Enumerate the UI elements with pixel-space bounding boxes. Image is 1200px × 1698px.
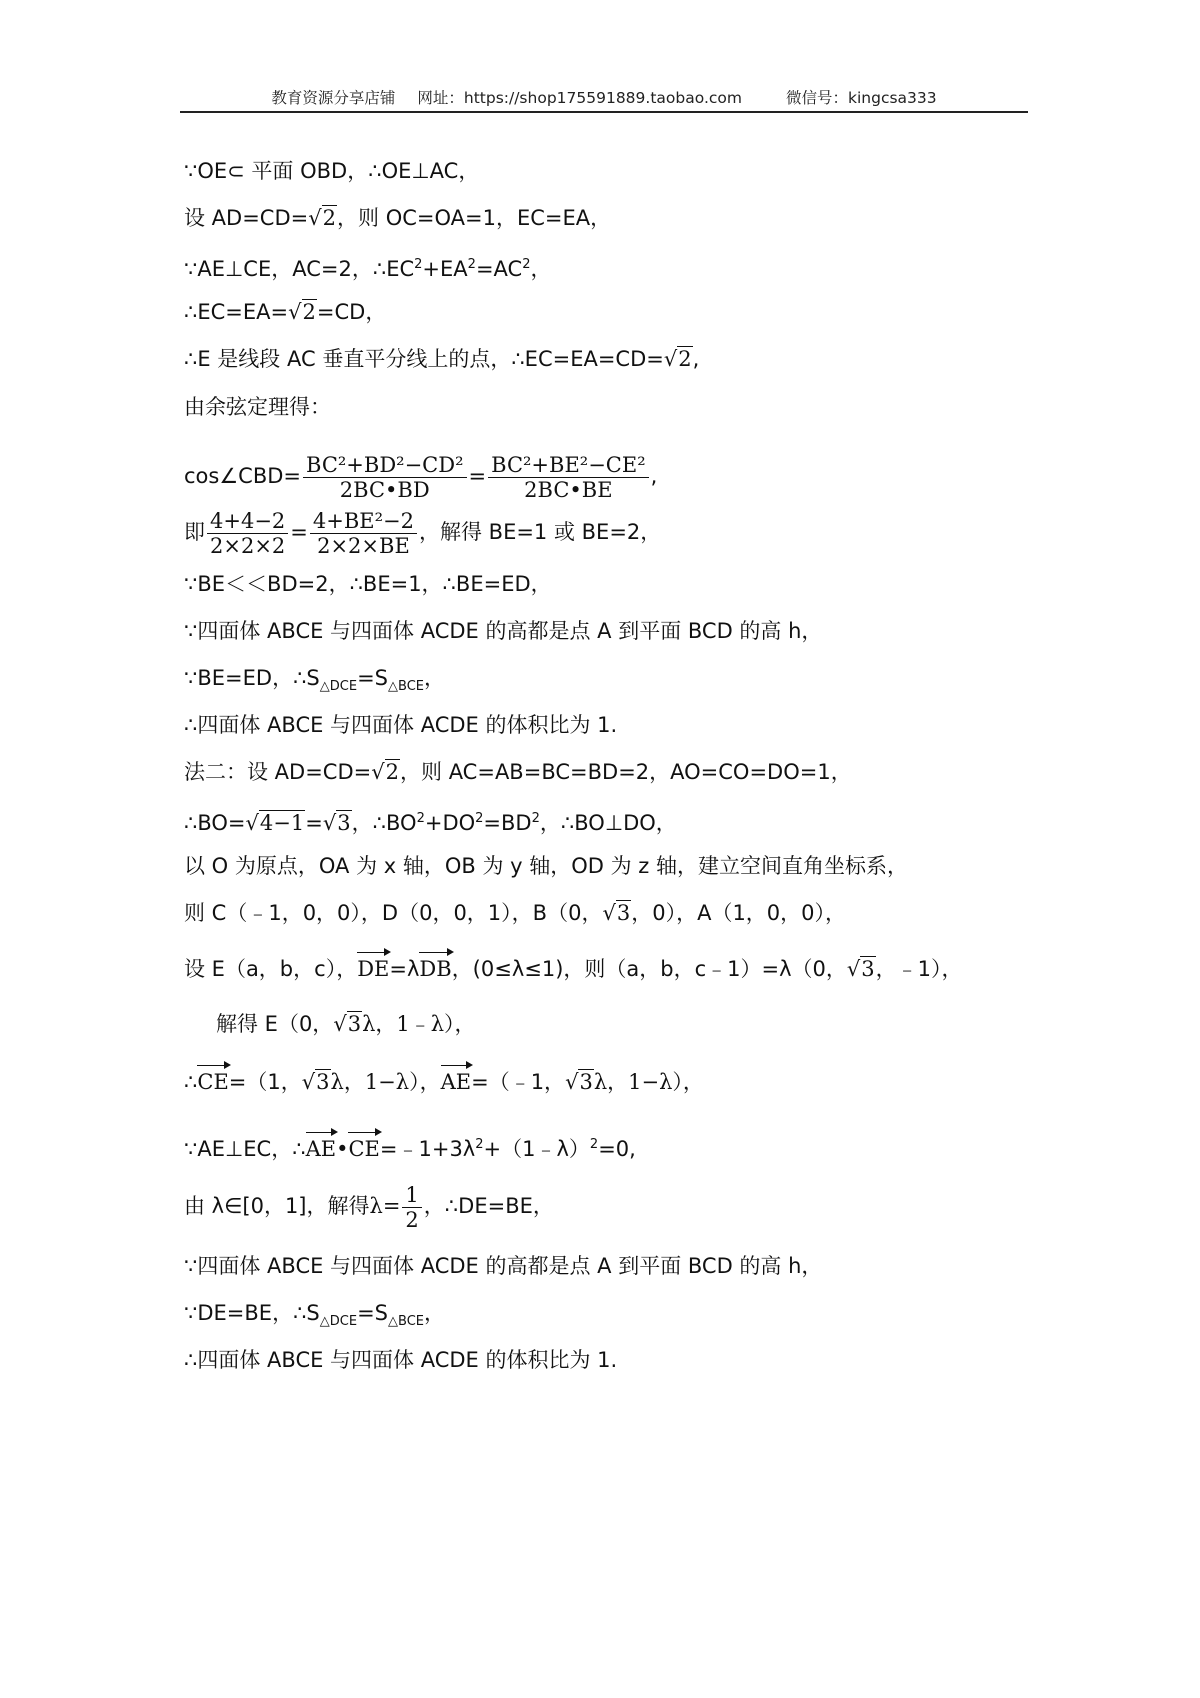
text: ∴ (184, 1070, 198, 1094)
fraction-one-half: $\frac{1}{2}$ (402, 1183, 421, 1232)
text: =S (357, 666, 389, 690)
text: = (305, 811, 323, 835)
line-15: 以 O 为原点，OA 为 x 轴，OB 为 y 轴，OD 为 z 轴，建立空间直角坐标系， (184, 854, 908, 878)
line-16 (184, 899, 846, 927)
text: ，﹣1）， (875, 957, 963, 981)
sqrt-3: √3 (602, 901, 631, 925)
text: 解得 E（0， (216, 1012, 334, 1036)
text: =﹣1+3λ (379, 1137, 476, 1161)
sqrt-3: √3 (301, 1070, 330, 1094)
subscript: △DCE (319, 679, 358, 694)
line-8 (184, 504, 661, 560)
vector-ae: AE (440, 1070, 472, 1094)
line-14 (184, 805, 677, 833)
line-10: ∵四面体 ABCE 与四面体 ACDE 的高都是点 A 到平面 BCD 的高 h， (184, 619, 823, 643)
exponent: 2 (531, 811, 540, 826)
line-21 (184, 1178, 554, 1234)
exponent: 2 (475, 1137, 484, 1152)
text: λ，1−λ）， (593, 1070, 704, 1094)
line-12: ∴四面体 ABCE 与四面体 ACDE 的体积比为 1. (184, 713, 618, 737)
line-19 (184, 1068, 704, 1096)
subscript: △DCE (319, 1314, 358, 1329)
text: ，∴BO (351, 811, 417, 835)
subscript: △BCE (388, 679, 424, 694)
text: 由 λ∈[0，1]，解得 (184, 1194, 370, 1218)
vector-ce: CE (348, 1137, 380, 1161)
subscript: △BCE (388, 1314, 424, 1329)
dot-operator: • (336, 1137, 349, 1161)
text: , (692, 347, 700, 371)
sqrt-3: √3 (322, 811, 351, 835)
text: +DO (424, 811, 476, 835)
text: ，则 OC=OA=1，EC=EA， (337, 206, 612, 230)
text: ， (424, 1301, 445, 1325)
exponent: 2 (589, 1137, 599, 1152)
text: λ，1−λ）， (330, 1070, 441, 1094)
sqrt-2: √2 (371, 760, 400, 784)
text: =CD， (316, 300, 387, 324)
sqrt-2: √2 (663, 347, 692, 371)
text: = (468, 464, 487, 488)
text: 设 E（a，b，c）， (184, 957, 358, 981)
text: ， (424, 666, 445, 690)
text: =0, (598, 1137, 636, 1161)
shop-name: 教育资源分享店铺 (271, 89, 396, 107)
text: ∵AE⊥EC，∴ (184, 1137, 306, 1161)
line-9: ∵BE＜＜BD=2，∴BE=1，∴BE=ED， (184, 572, 552, 596)
line-24: ∴四面体 ABCE 与四面体 ACDE 的体积比为 1. (184, 1348, 618, 1372)
shop-url: https://shop175591889.taobao.com (463, 89, 742, 107)
fraction: $\frac{\text{BC²+BD²−CD²}}{2BC•BD}$ (303, 453, 467, 502)
sqrt-3: √3 (565, 1070, 593, 1094)
text: =S (357, 1301, 389, 1325)
text: 则 C（﹣1，0，0），D（0，0，1），B（0， (184, 901, 603, 925)
line-7-cosine (184, 448, 657, 504)
text: ，∴DE=BE， (423, 1194, 554, 1218)
text: 法二：设 AD=CD= (184, 760, 372, 784)
text: ∴EC=EA= (184, 300, 289, 324)
exponent: 2 (475, 811, 484, 826)
text: 设 AD=CD= (184, 206, 309, 230)
text: ，解得 BE=1 或 BE=2， (418, 520, 662, 544)
text: +（1﹣λ） (483, 1137, 590, 1161)
wechat-label: 微信号： (785, 89, 848, 107)
sqrt-3: √3 (333, 1012, 362, 1036)
line-6: 由余弦定理得： (184, 395, 331, 419)
line-11 (184, 664, 445, 692)
line-17 (184, 955, 963, 983)
text: ∴E 是线段 AC 垂直平分线上的点，∴EC=EA=CD= (184, 347, 664, 371)
fraction: $\frac{\text{BC²+BE²−CE²}}{2BC•BE}$ (488, 453, 649, 502)
wechat-id: kingcsa333 (848, 89, 937, 107)
line-4 (184, 298, 386, 326)
text: =（1， (228, 1070, 302, 1094)
line-2 (184, 204, 611, 232)
text: ，(0≤λ≤1)，则（a，b，c﹣1）=λ（0， (451, 957, 847, 981)
lambda: λ= (369, 1194, 401, 1218)
text: =λ (389, 957, 420, 981)
exponent: 2 (522, 257, 531, 272)
vector-ae: AE (305, 1137, 337, 1161)
sqrt-4-1: √4−1 (245, 811, 305, 835)
text: ，则 AC=AB=BC=BD=2，AO=CO=DO=1， (400, 760, 852, 784)
text: =BD (483, 811, 532, 835)
header-rule (180, 111, 1028, 113)
text: = (290, 520, 308, 544)
text: +EA (422, 257, 468, 281)
sqrt-3: √3 (846, 957, 875, 981)
text: , (650, 464, 658, 488)
vector-de: DE (357, 957, 390, 981)
exponent: 2 (416, 811, 425, 826)
text: ∴BO= (184, 811, 246, 835)
text: ∵DE=BE，∴S (184, 1301, 320, 1325)
text: =（﹣1， (471, 1070, 566, 1094)
exponent: 2 (414, 257, 423, 272)
fraction: $\frac{4+4-2}{2\times 2\times 2}$ (207, 509, 288, 558)
line-23 (184, 1299, 445, 1327)
text: 即 (184, 520, 205, 544)
exponent: 2 (467, 257, 476, 272)
text: =AC (475, 257, 523, 281)
vector-ce: CE (197, 1070, 229, 1094)
line-20 (184, 1131, 636, 1159)
text: ∵BE=ED，∴S (184, 666, 320, 690)
text: ， (530, 257, 552, 281)
text: ，0），A（1，0，0）， (631, 901, 847, 925)
line-18 (216, 1010, 476, 1038)
vector-db: DB (419, 957, 452, 981)
sqrt-2: √2 (288, 300, 316, 324)
text: cos∠CBD= (184, 464, 301, 488)
line-3 (184, 251, 551, 279)
line-5 (184, 345, 699, 373)
page-header (180, 86, 1028, 112)
site-label: 网址： (417, 89, 464, 107)
text: λ，1﹣λ）， (362, 1012, 476, 1036)
sqrt-2: √2 (308, 206, 337, 230)
fraction: $\frac{\text{4+BE²−2}}{2\times 2\times BE}$ (310, 509, 417, 558)
line-1: ∵OE⊂ 平面 OBD，∴OE⊥AC， (184, 159, 480, 183)
line-13 (184, 758, 852, 786)
line-22: ∵四面体 ABCE 与四面体 ACDE 的高都是点 A 到平面 BCD 的高 h， (184, 1254, 823, 1278)
text: ∵AE⊥CE，AC=2，∴EC (184, 257, 415, 281)
text: ，∴BO⊥DO， (539, 811, 677, 835)
